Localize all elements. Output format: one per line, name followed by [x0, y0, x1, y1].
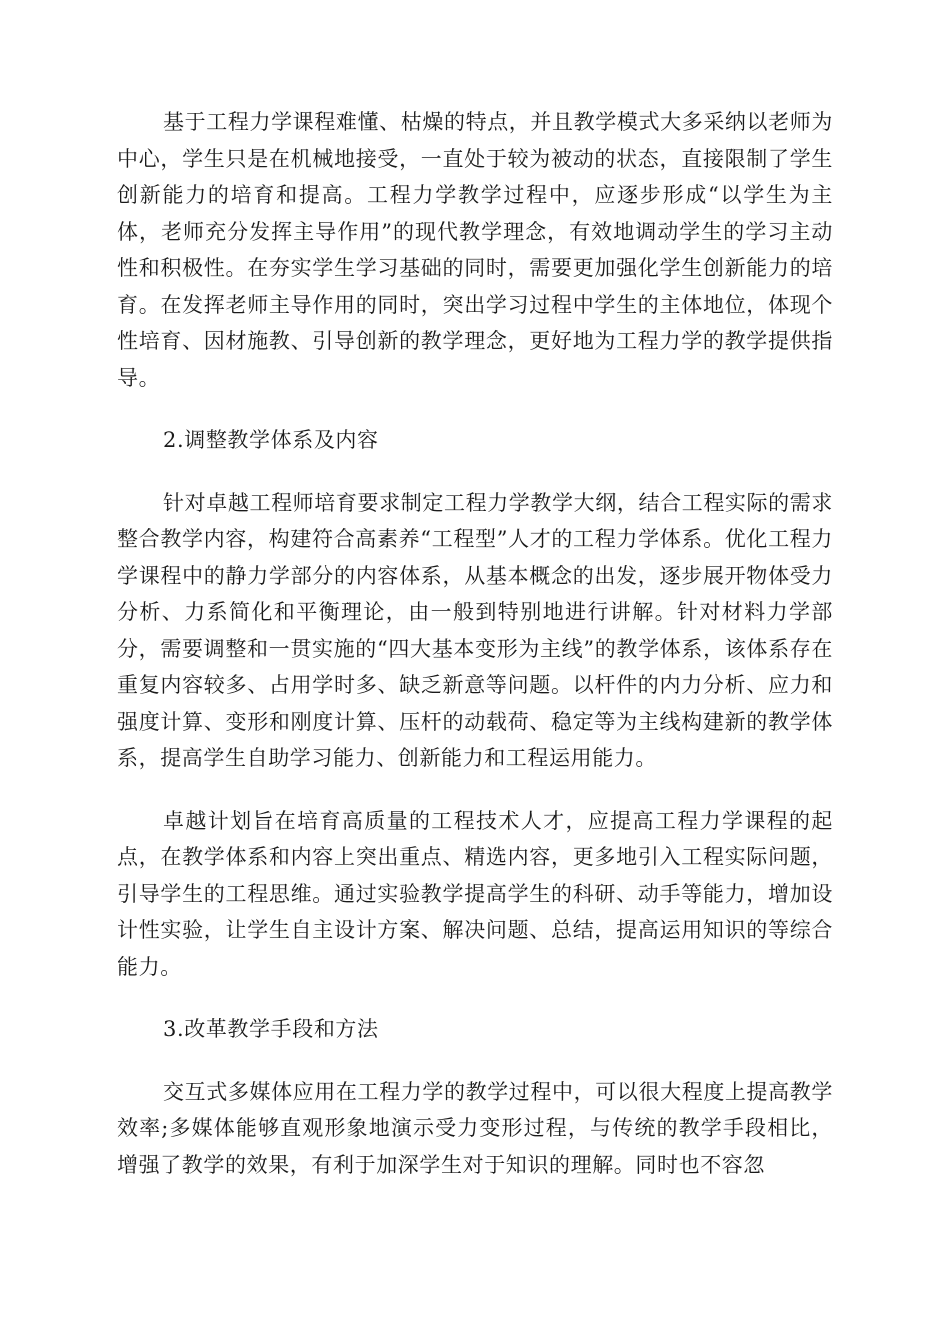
body-paragraph: 针对卓越工程师培育要求制定工程力学教学大纲，结合工程实际的需求整合教学内容，构建符合高素养“工程型”人才的工程力学体系。优化工程力学课程中的静力学部分的内容体系，从基本概念的出发，逐步展开物体受力分析、力系简化和平衡理论，由一般到特别地进行讲解。针对材料力学部分，需要调整和一贯实施的“四大基本变形为主线”的教学体系，该体系存在重复内容较多、占用学时多、缺乏新意等问题。以杆件的内力分析、应力和强度计算、变形和刚度计算、压杆的动载荷、稳定等为主线构建新的教学体系，提高学生自助学习能力、创新能力和工程运用能力。 — [117, 490, 833, 770]
body-paragraph: 基于工程力学课程难懂、枯燥的特点，并且教学模式大多采纳以老师为中心，学生只是在机械地接受，一直处于较为被动的状态，直接限制了学生创新能力的培育和提高。工程力学教学过程中，应逐步形成“以学生为主体，老师充分发挥主导作用”的现代教学理念，有效地调动学生的学习主动性和积极性。在夯实学生学习基础的同时，需要更加强化学生创新能力的培育。在发挥老师主导作用的同时，突出学习过程中学生的主体地位，体现个性培育、因材施教、引导创新的教学理念，更好地为工程力学的教学提供指导。 — [117, 110, 833, 390]
body-paragraph: 卓越计划旨在培育高质量的工程技术人才，应提高工程力学课程的起点，在教学体系和内容上突出重点、精选内容，更多地引入工程实际问题，引导学生的工程思维。通过实验教学提高学生的科研、动手等能力，增加设计性实验，让学生自主设计方案、解决问题、总结，提高运用知识的等综合能力。 — [117, 808, 833, 979]
section-heading: 3.改革教学手段和方法 — [163, 1017, 379, 1041]
section-heading: 2.调整教学体系及内容 — [163, 428, 379, 452]
body-paragraph: 交互式多媒体应用在工程力学的教学过程中，可以很大程度上提高教学效率;多媒体能够直观形象地演示受力变形过程，与传统的教学手段相比，增强了教学的效果，有利于加深学生对于知识的理解。同时也不容忽 — [117, 1079, 833, 1177]
document-page — [117, 104, 833, 1209]
